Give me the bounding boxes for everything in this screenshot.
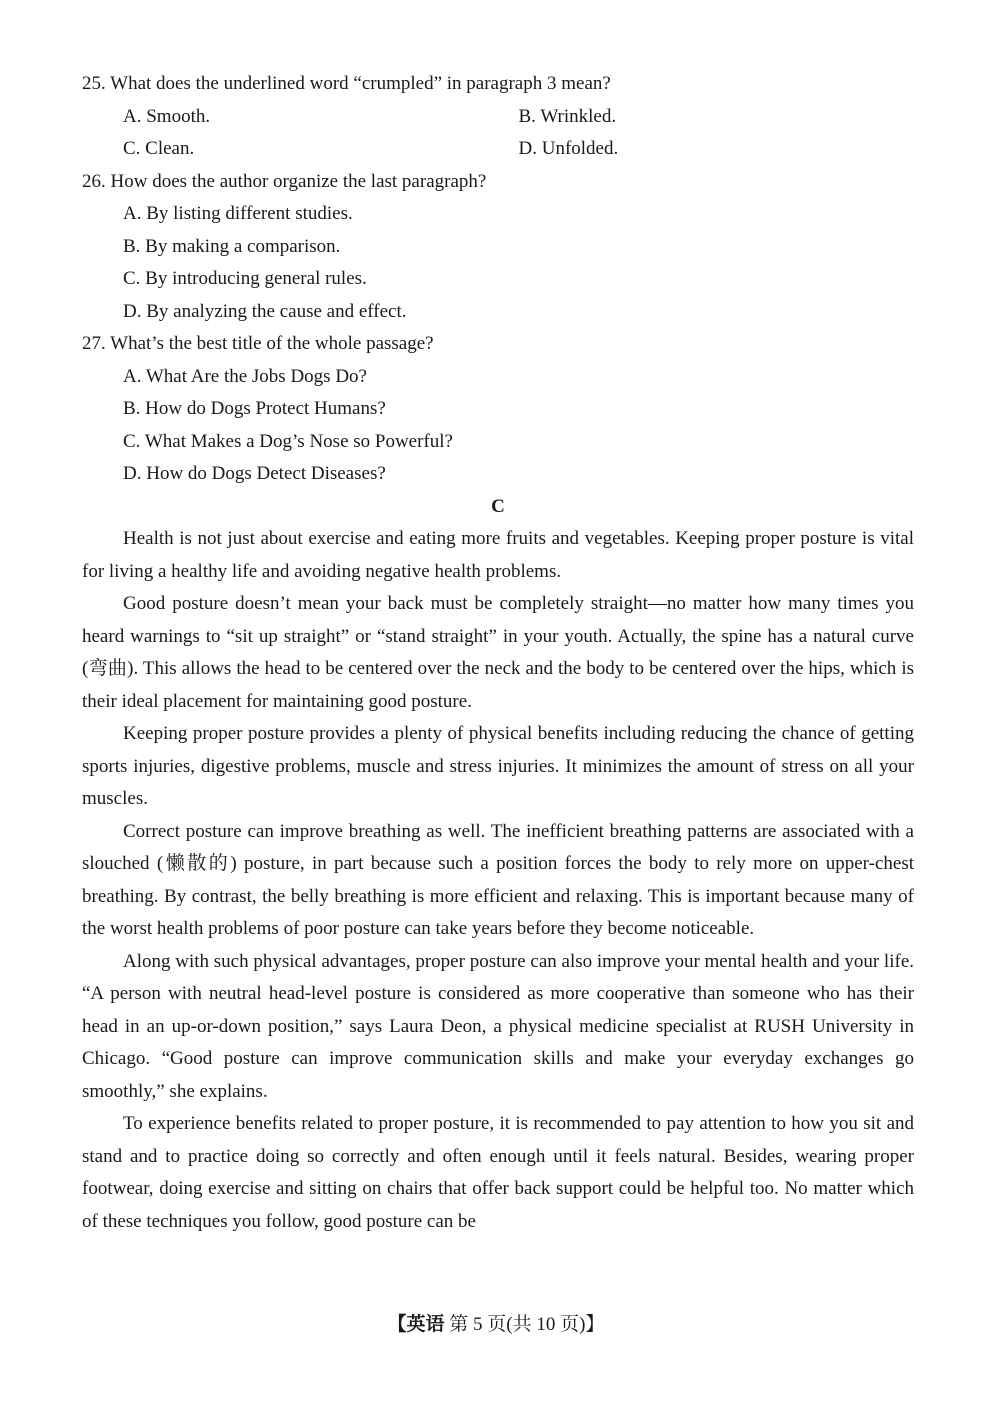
option-a: A. What Are the Jobs Dogs Do?: [123, 365, 367, 387]
option-d: D. By analyzing the cause and effect.: [123, 300, 407, 322]
passage-paragraph: Along with such physical advantages, proper posture can also improve your mental health and your life. “A person with neutral head-level posture is considered as more cooperative than someone who has their head in an up-or-down position,” says Laura Deon, a physical medicine specialist at RUSH University in Chicago. “Good posture can improve communication skills and make your everyday exchanges go smoothly,” she explains.: [82, 950, 914, 1102]
option-c: C. By introducing general rules.: [123, 268, 367, 289]
option-row: [82, 133, 914, 166]
question-27: [82, 328, 914, 491]
exam-page: [82, 68, 914, 1238]
section-heading: C: [491, 495, 505, 517]
option-row: [82, 101, 914, 134]
option-b: B. How do Dogs Protect Humans?: [123, 398, 386, 419]
passage-c: [82, 523, 914, 1238]
option-b: B. Wrinkled.: [518, 105, 617, 127]
option-d: D. Unfolded.: [518, 138, 619, 159]
passage-paragraph: Keeping proper posture provides a plenty of physical benefits including reducing the chance of getting sports injuries, digestive problems, muscle and stress injuries. It minimizes the amount of stress on all your muscles.: [82, 723, 914, 809]
option-d: D. How do Dogs Detect Diseases?: [123, 463, 386, 484]
question-26: [82, 166, 914, 329]
option-a: A. By listing different studies.: [123, 203, 353, 224]
option-c: C. Clean.: [123, 138, 195, 159]
page-footer: [0, 1310, 992, 1340]
question-stem: 26. How does the author organize the last paragraph?: [82, 170, 487, 192]
option-a: A. Smooth.: [123, 105, 211, 127]
option-c: C. What Makes a Dog’s Nose so Powerful?: [123, 430, 453, 452]
option-b: B. By making a comparison.: [123, 235, 341, 257]
passage-paragraph: Good posture doesn’t mean your back must be completely straight—no matter how many times you heard warnings to “sit up straight” or “stand straight” in your youth. Actually, the spine has a natural curve (弯曲). This allows the head to be centered over the neck and the body to be centered over the hips, which is their ideal placement for maintaining good posture.: [82, 593, 914, 712]
footer-subject: 【英语: [387, 1314, 445, 1335]
passage-paragraph: To experience benefits related to proper posture, it is recommended to pay attention to how you sit and stand and to practice doing so correctly and often enough until it feels natural. Besides, wearing proper footwear, doing exercise and sitting on chairs that offer back support could be helpful too. No matter which of these techniques you follow, good posture can be: [82, 1113, 914, 1232]
question-stem: 25. What does the underlined word “crumpled” in paragraph 3 mean?: [82, 73, 611, 94]
question-stem: 27. What’s the best title of the whole passage?: [82, 333, 434, 354]
passage-paragraph: Correct posture can improve breathing as well. The inefficient breathing patterns are associated with a slouched (懒散的) posture, in part because such a position forces the body to rely more on upper-chest breathing. By contrast, the belly breathing is more efficient and relaxing. This is important because many of the worst health problems of poor posture can take years before they become noticeable.: [82, 820, 914, 939]
question-25: [82, 68, 914, 166]
footer-page-info: 第 5 页(共 10 页)】: [449, 1314, 605, 1335]
passage-paragraph: Health is not just about exercise and eating more fruits and vegetables. Keeping proper posture is vital for living a healthy life and avoiding negative health problems.: [82, 528, 914, 582]
